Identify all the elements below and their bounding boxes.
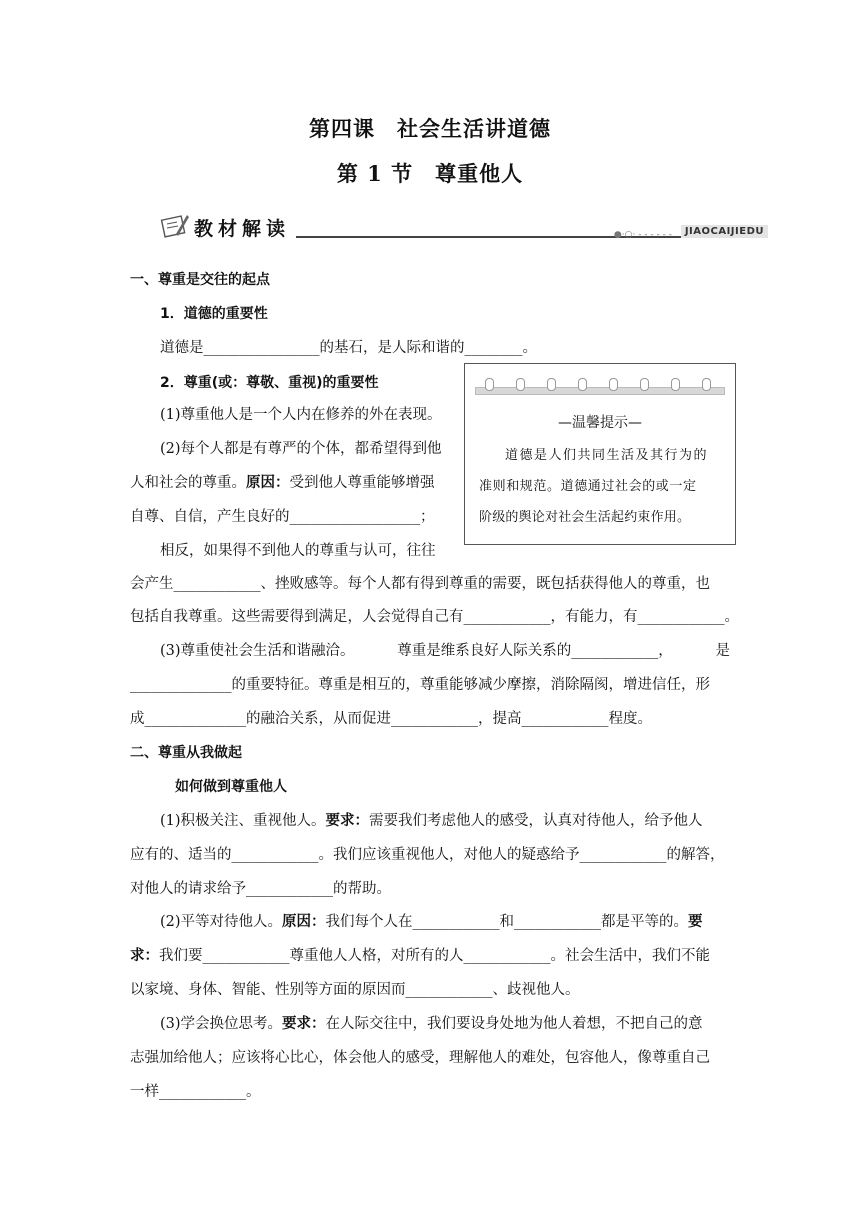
section-title: 第 1 节 尊重他人 [336,161,524,186]
text-run: 是 [715,643,730,659]
heading-2-1: 如何做到尊重他人 [175,779,287,795]
binder-rings [475,378,725,394]
ring-icon [640,378,649,391]
lesson-title: 第四课 社会生活讲道德 [309,116,551,141]
tip-title: —温馨提示— [558,415,642,431]
paragraph-line [130,946,710,966]
bold-run: 要求： [282,1015,326,1032]
bold-run: 要 [688,913,703,930]
paragraph-line: 成______________的融洽关系，从而促进____________，提高____________程度。 [130,711,652,727]
text-run: 在人际交往中，我们要设身处地为他人着想，不把自己的意 [325,1016,703,1032]
textbook-banner [160,212,768,242]
paragraph-line: 一样____________。 [130,1084,261,1100]
paragraph-line: (1)尊重他人是一个人内在修养的外在表现。 [160,407,442,423]
paragraph-line: 相反，如果得不到他人的尊重与认可，往往 [160,543,436,559]
paragraph-line [160,912,703,932]
ring-icon [516,378,525,391]
pen-icon [160,212,190,240]
text-run: 需要我们考虑他人的感受，认真对待他人，给予他人 [369,813,703,829]
banner-dots: ●·○· - - - - - - [613,230,672,240]
tip-text-line: 准则和规范。道德通过社会的或一定 [479,479,697,494]
tip-text-line: 道德是人们共同生活及其行为的 [505,448,709,463]
ring-icon [547,378,556,391]
paragraph-line: 以家境、身体、智能、性别等方面的原因而____________、歧视他人。 [130,982,580,998]
heading-1: 一、尊重是交往的起点 [130,272,270,288]
paragraph-line: (2)每个人都是有尊严的个体，都希望得到他 [160,441,442,457]
paragraph-line: ______________的重要特征。尊重是相互的，尊重能够减少摩擦，消除隔阂，增进信任，形 [130,677,710,693]
bold-run: 要求： [325,812,370,829]
text-run: 人和社会的尊重。 [130,475,246,491]
text-run: 尊重是维系良好人际关系的____________， [397,643,673,659]
text-run: 我们每个人在____________和____________都是平等的。 [325,914,689,930]
ring-icon [702,378,711,391]
paragraph-line [130,473,435,493]
bold-run: 求： [130,947,159,964]
banner-tag: JIAOCAIJIEDU [681,225,768,238]
ring-icon [671,378,680,391]
paragraph-line: 包括自我尊重。这些需要得到满足，人会觉得自己有____________，有能力，有____________。 [130,609,739,625]
bold-run: 原因： [246,474,290,491]
paragraph-line: 道德是________________的基石，是人际和谐的________。 [160,340,537,356]
text-run: (3)学会换位思考。 [160,1016,283,1032]
paragraph-line: 对他人的请求给予____________的帮助。 [130,881,391,897]
ring-icon [609,378,618,391]
heading-2: 二、尊重从我做起 [130,745,242,761]
paragraph-line [160,641,730,661]
text-run: 受到他人尊重能够增强 [289,475,435,491]
ring-icon [578,378,587,391]
text-run: 我们要____________尊重他人人格，对所有的人____________。社会生活中，我们不能 [159,948,710,964]
paragraph-line: 会产生____________、挫败感等。每个人都有得到尊重的需要，既包括获得他人的尊重，也 [130,576,710,592]
ring-icon [485,378,494,391]
paragraph-line: 应有的、适当的____________。我们应该重视他人，对他人的疑惑给予____________的解答， [130,847,725,863]
heading-1-2: 2．尊重(或：尊敬、重视)的重要性 [160,375,379,391]
text-run: (2)平等对待他人。 [160,914,283,930]
text-run: (3)尊重使社会生活和谐融洽。 [160,643,355,659]
paragraph-line: 志强加给他人；应该将心比心，体会他人的感受，理解他人的难处，包容他人，像尊重自己 [130,1050,710,1066]
paragraph-line: 自尊、自信，产生良好的__________________； [130,509,435,525]
bold-run: 原因： [282,913,326,930]
paragraph-line [160,1014,703,1034]
banner-label: 教材解读 [194,218,291,240]
text-run: (1)积极关注、重视他人。 [160,813,326,829]
heading-1-1: 1．道德的重要性 [160,306,268,322]
paragraph-line [160,811,703,831]
tip-text-line: 阶级的舆论对社会生活起约束作用。 [479,510,691,525]
tip-box [464,363,736,545]
